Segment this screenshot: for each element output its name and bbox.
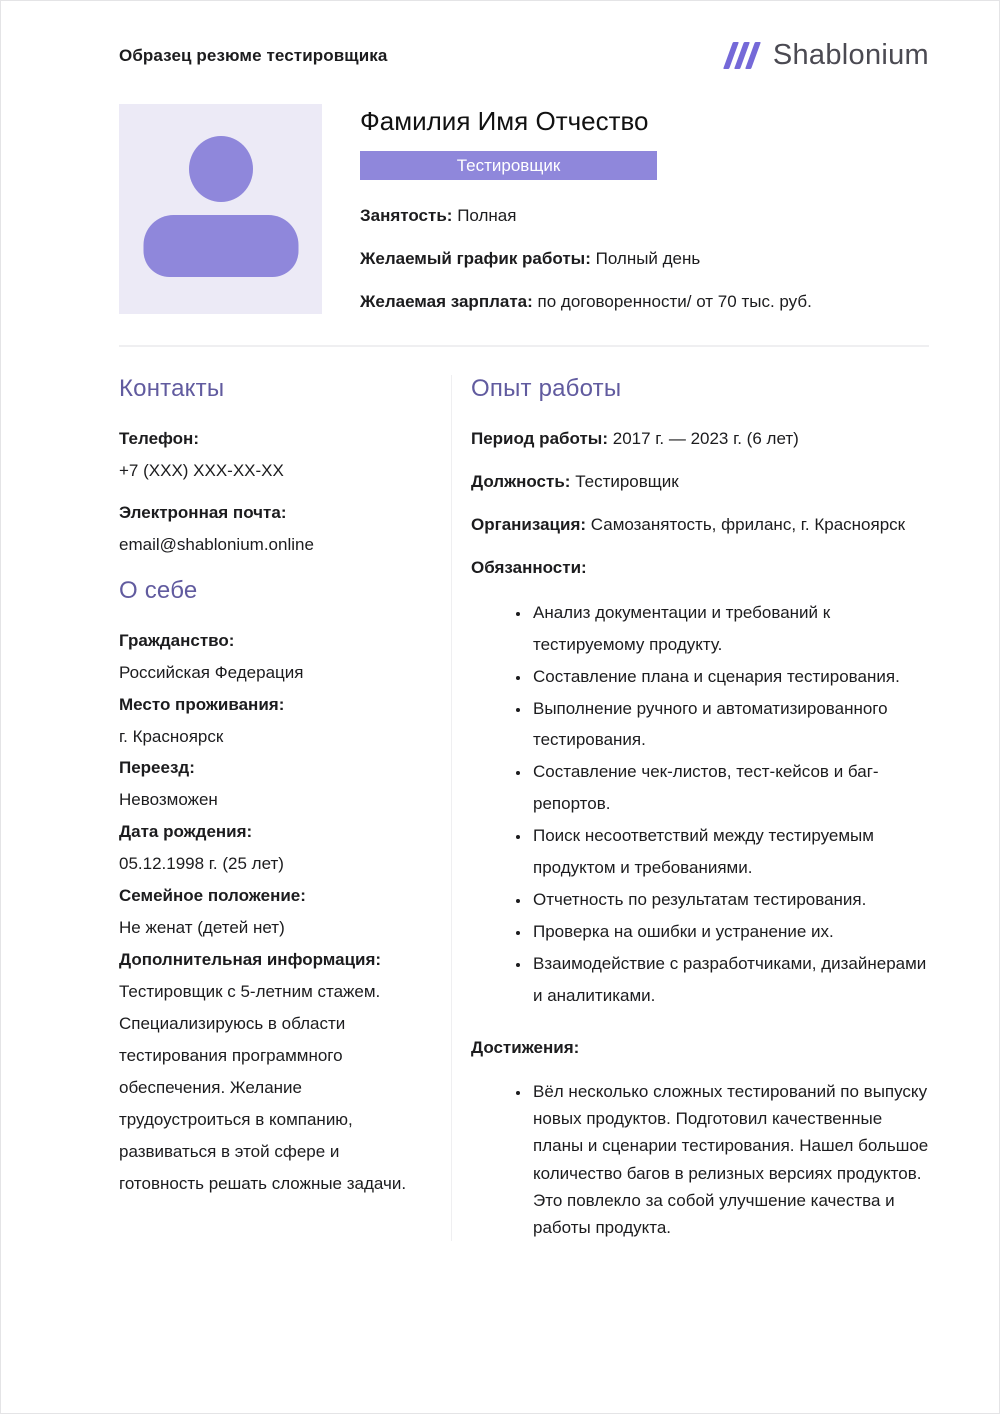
field-value: Не женат (детей нет) <box>119 918 285 938</box>
field-value: Полная <box>457 206 517 225</box>
duties-label: Обязанности: <box>471 557 587 577</box>
schedule-field <box>360 243 812 275</box>
achievements-list <box>471 1078 929 1241</box>
field-label: Организация: <box>471 514 587 534</box>
birthdate-field <box>119 816 429 880</box>
job-title-field <box>471 466 929 498</box>
work-period-field <box>471 423 929 455</box>
about-heading: О себе <box>119 576 198 604</box>
document-title: Образец резюме тестировщика <box>119 45 388 65</box>
citizenship-field <box>119 625 429 689</box>
list-item: • Выполнение ручного и автоматизированного тестирования. <box>531 693 929 757</box>
avatar <box>119 104 322 314</box>
field-label: Дата рождения: <box>119 822 253 842</box>
field-value: 05.12.1998 г. (25 лет) <box>119 854 284 874</box>
top-bar <box>119 39 929 72</box>
left-column <box>119 375 429 1241</box>
about-section <box>119 577 429 1200</box>
field-value: Самозанятость, фриланс, г. Красноярск <box>590 514 906 534</box>
field-label: Телефон: <box>119 428 199 448</box>
marital-status-field <box>119 880 429 944</box>
horizontal-divider <box>119 345 929 347</box>
field-label: Переезд: <box>119 758 195 778</box>
field-label: Гражданство: <box>119 630 235 650</box>
list-item: • Поиск несоответствий между тестируемым продуктом и требованиями. <box>531 820 929 884</box>
two-column-layout <box>119 375 929 1241</box>
field-label: Дополнительная информация: <box>119 950 382 970</box>
list-item: • Отчетность по результатам тестирования. <box>531 884 929 916</box>
list-item: • Анализ документации и требований к тестируемому продукту. <box>531 597 929 661</box>
additional-info-field <box>119 944 429 1200</box>
employment-field <box>360 200 812 232</box>
list-item: • Составление плана и сценария тестирования. <box>531 661 929 693</box>
field-value: г. Красноярск <box>119 726 224 746</box>
experience-section <box>471 375 929 1241</box>
field-value: Тестировщик <box>575 471 679 491</box>
profile-section <box>119 104 929 329</box>
email-field <box>119 497 429 561</box>
profile-info <box>360 104 812 329</box>
right-column <box>471 375 929 1241</box>
shablonium-logo <box>728 39 929 72</box>
achievements-label: Достижения: <box>471 1038 580 1058</box>
field-label: Электронная почта: <box>119 502 287 522</box>
field-label: Желаемая зарплата: <box>360 291 533 311</box>
field-label: Семейное положение: <box>119 886 306 906</box>
field-label: Период работы: <box>471 428 608 448</box>
contacts-section <box>119 375 429 561</box>
list-item: • Составление чек-листов, тест-кейсов и баг-репортов. <box>531 756 929 820</box>
field-value: email@shablonium.online <box>119 534 314 554</box>
relocation-field <box>119 752 429 816</box>
avatar-person-icon <box>189 136 253 202</box>
logo-slashes-icon <box>728 42 761 69</box>
field-value: Тестировщик с 5-летним стажем. Специализируюсь в области тестирования программного обеспечения. Желание трудоустроиться в компанию, развиваться в этой сфере и готовность решать сложные задачи. <box>119 982 407 1193</box>
list-item: • Вёл несколько сложных тестирований по выпуску новых продуктов. Подготовил качественные планы и сценарии тестирования. Нашел большое количество багов в релизных версиях продуктов. Это повлекло за собой улучшение качества и работы продукта. <box>531 1078 929 1241</box>
vertical-divider <box>451 375 452 1241</box>
field-value: +7 (XXX) XXX-XX-XX <box>119 460 284 480</box>
full-name: Фамилия Имя Отчество <box>360 106 649 136</box>
field-value: по договоренности/ от 70 тыс. руб. <box>537 291 812 311</box>
experience-heading: Опыт работы <box>471 374 622 402</box>
salary-field <box>360 286 812 318</box>
field-label: Занятость: <box>360 206 453 225</box>
field-label: Должность: <box>471 471 571 491</box>
phone-field <box>119 423 429 487</box>
contacts-heading: Контакты <box>119 374 225 402</box>
logo-text: Shablonium <box>772 39 929 71</box>
field-label: Место проживания: <box>119 694 285 714</box>
residence-field <box>119 689 429 753</box>
field-value: Российская Федерация <box>119 662 304 682</box>
position-badge: Тестировщик <box>360 151 657 180</box>
field-value: Невозможен <box>119 790 218 810</box>
field-label: Желаемый график работы: <box>360 248 591 268</box>
avatar-person-icon <box>143 215 298 277</box>
list-item: • Взаимодействие с разработчиками, дизайнерами и аналитиками. <box>531 948 929 1012</box>
field-value: Полный день <box>595 248 701 268</box>
organization-field <box>471 509 929 541</box>
duties-list <box>471 597 929 1012</box>
field-value: 2017 г. — 2023 г. (6 лет) <box>612 428 799 448</box>
list-item: • Проверка на ошибки и устранение их. <box>531 916 929 948</box>
